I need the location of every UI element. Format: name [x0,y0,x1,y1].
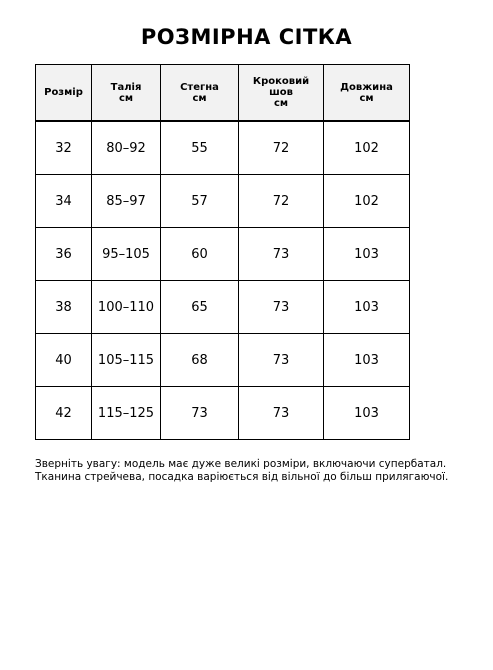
cell-length: 102 [324,175,410,228]
cell-inseam: 73 [239,334,324,387]
table-row [36,175,410,228]
cell-length: 103 [324,228,410,281]
cell-waist: 85–97 [92,175,161,228]
cell-waist: 105–115 [92,334,161,387]
table-header-row [36,65,410,122]
cell-size: 42 [36,387,92,440]
cell-length: 103 [324,281,410,334]
cell-inseam: 73 [239,387,324,440]
cell-waist: 95–105 [92,228,161,281]
header-size: Розмір [36,65,92,122]
cell-hips: 73 [161,387,239,440]
cell-waist: 80–92 [92,121,161,175]
cell-waist: 100–110 [92,281,161,334]
header-length: Довжина см [324,65,410,122]
table-row [36,387,410,440]
header-hips: Стегна см [161,65,239,122]
table-row [36,121,410,175]
cell-inseam: 73 [239,228,324,281]
table-row [36,281,410,334]
cell-size: 38 [36,281,92,334]
cell-inseam: 73 [239,281,324,334]
cell-hips: 65 [161,281,239,334]
cell-length: 102 [324,121,410,175]
cell-length: 103 [324,334,410,387]
cell-length: 103 [324,387,410,440]
cell-waist: 115–125 [92,387,161,440]
cell-size: 36 [36,228,92,281]
cell-inseam: 72 [239,121,324,175]
size-chart-table [35,64,410,440]
cell-size: 34 [36,175,92,228]
cell-hips: 68 [161,334,239,387]
fit-note-line: Тканина стрейчева, посадка варіюється від вільної до більш прилягаючої. [35,471,449,483]
fit-note-line: Зверніть увагу: модель має дуже великі розміри, включаючи супербатал. [35,458,447,470]
cell-inseam: 72 [239,175,324,228]
cell-hips: 60 [161,228,239,281]
table-row [36,334,410,387]
cell-size: 40 [36,334,92,387]
cell-hips: 55 [161,121,239,175]
header-inseam: Кроковий шов см [239,65,324,122]
page-title: РОЗМІРНА СІТКА [140,25,353,49]
fit-note [35,458,475,484]
header-waist: Талія см [92,65,161,122]
cell-hips: 57 [161,175,239,228]
table-row [36,228,410,281]
cell-size: 32 [36,121,92,175]
